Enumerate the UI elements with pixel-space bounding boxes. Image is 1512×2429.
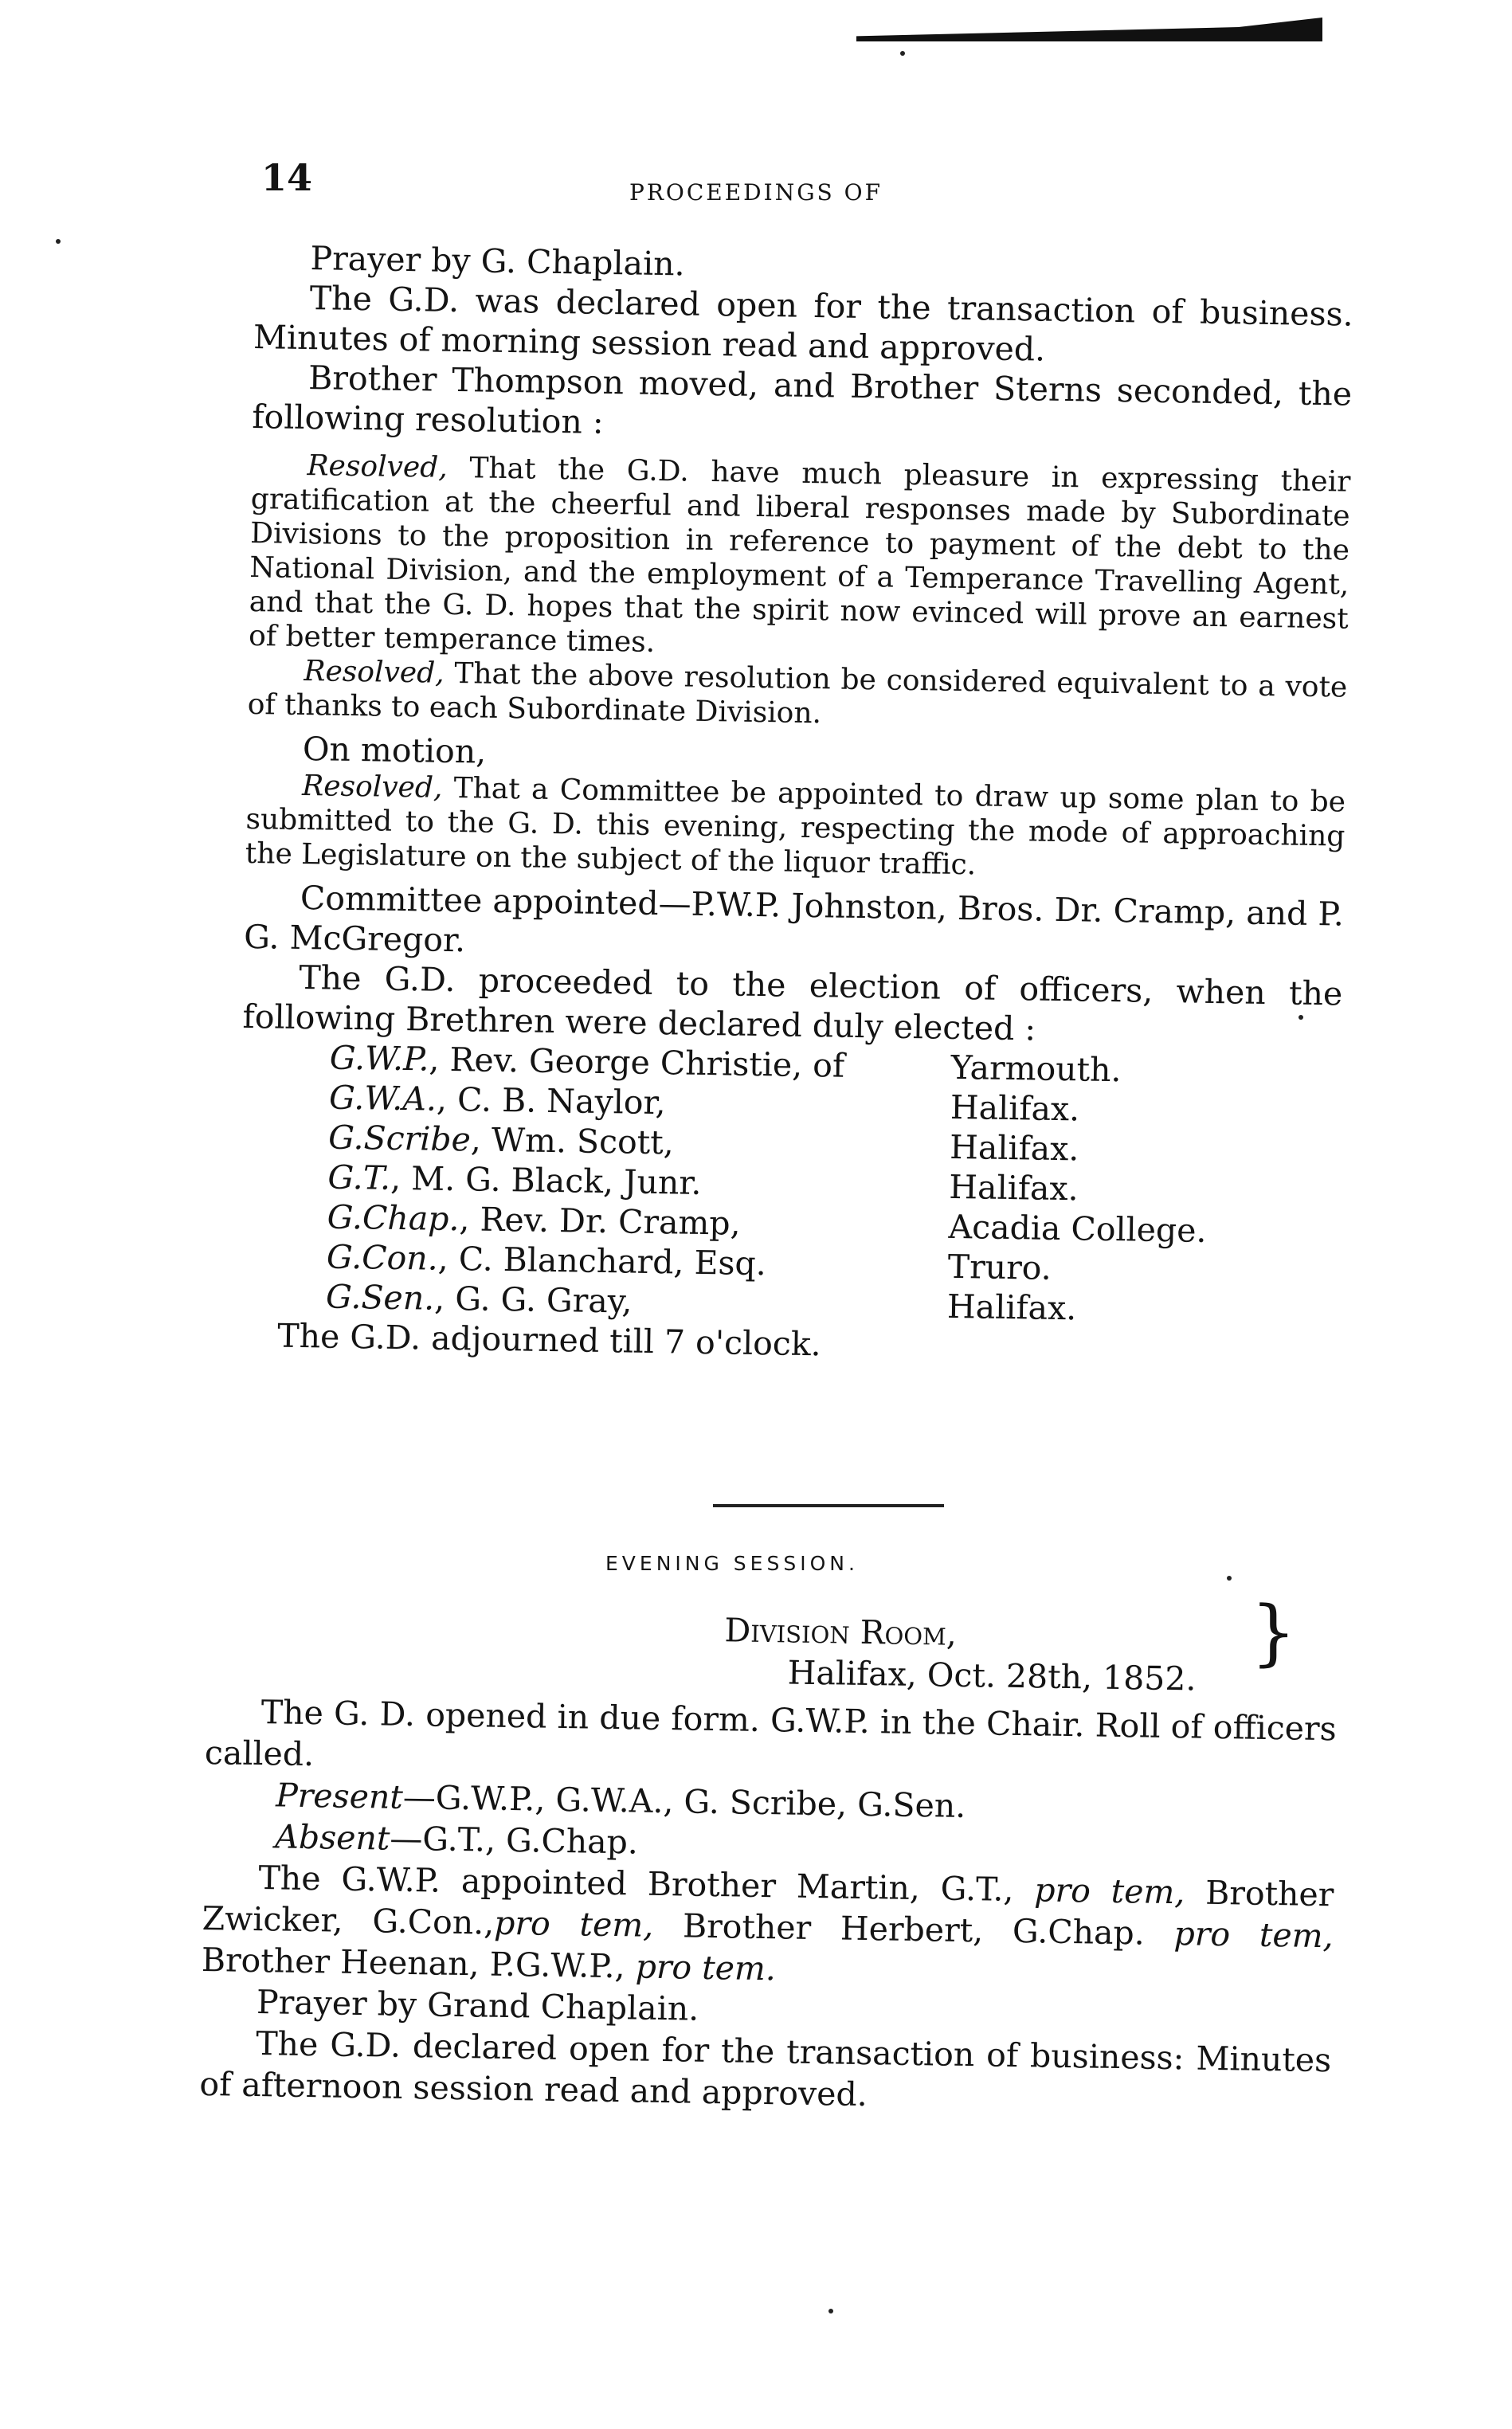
- ink-speck: [1227, 1576, 1232, 1581]
- resolution-2-text: That the above resolution be considered equivalent to a vote of thanks to each Subordinate Division.: [247, 657, 1348, 731]
- pro-tem-label: pro tem,: [1033, 1871, 1185, 1912]
- officer-place: Truro.: [947, 1247, 1052, 1287]
- pro-tem-label: pro tem,: [1173, 1914, 1334, 1956]
- running-head: PROCEEDINGS OF: [629, 179, 883, 206]
- officer-title: G.T.: [327, 1158, 391, 1197]
- paragraph-adjourn: The G.D. adjourned till 7 o'clock.: [276, 1316, 822, 1364]
- officer-name: , Wm. Scott,: [470, 1120, 675, 1162]
- appointment-text: Brother Herbert, G.Chap.: [652, 1906, 1174, 1953]
- evening-session-text: [199, 1601, 1338, 2122]
- dateline-room: Division Room,: [724, 1611, 958, 1653]
- absent-label: Absent: [274, 1817, 390, 1858]
- officers-list: [238, 1036, 1342, 1333]
- officer-name: , M. G. Black, Junr.: [390, 1158, 702, 1202]
- ink-speck: [56, 239, 61, 244]
- paragraph-open-evening: The G.D. declared open for the transaction of business: Minutes of afternoon session read and approved.: [199, 2024, 1332, 2114]
- section-title: EVENING SESSION.: [605, 1552, 859, 1575]
- paragraph-election: The G.D. proceeded to the election of officers, when the following Brethren were declared duly elected :: [242, 958, 1343, 1048]
- officer-title: G.W.P.: [329, 1038, 429, 1079]
- officer-title: G.Scribe: [327, 1118, 472, 1159]
- paragraph-opened: The G. D. opened in due form. G.W.P. in the Chair. Roll of officers called.: [204, 1693, 1338, 1774]
- dateline-place: Halifax, Oct. 28th, 1852.: [787, 1653, 1197, 1698]
- resolved-label: Resolved,: [307, 449, 449, 484]
- officer-title: G.Chap.: [327, 1197, 460, 1239]
- pro-tem-label: pro tem,: [493, 1903, 654, 1945]
- present-text: —G.W.P., G.W.A., G. Scribe, G.Sen.: [402, 1777, 966, 1825]
- ink-speck: [900, 51, 905, 56]
- officer-place: Halifax.: [950, 1087, 1080, 1129]
- officer-place: Yarmouth.: [950, 1048, 1122, 1090]
- officer-place: Acadia College.: [948, 1207, 1207, 1250]
- resolution-3: [245, 768, 1346, 888]
- resolution-1-text: That the G.D. have much pleasure in expressing their gratification at the cheerful and liberal responses made by Subordinate Divisions to the proposition in reference to payment of the debt to the National Division, and the employment of a Temperance Travelling Agent, and that the G. D. hopes that the spirit now evinced will prove an earnest of better temperance times.: [248, 452, 1351, 659]
- resolved-label: Resolved,: [301, 770, 443, 805]
- afternoon-session-text: [237, 237, 1354, 1373]
- officer-title: G.Sen.: [325, 1277, 435, 1318]
- officer-name: , Rev. Dr. Cramp,: [459, 1200, 742, 1243]
- top-printer-rule: [856, 18, 1322, 41]
- pro-tem-label: pro tem.: [635, 1947, 777, 1988]
- resolution-1: [249, 448, 1351, 671]
- officer-name: , C. B. Naylor,: [436, 1079, 667, 1122]
- ink-speck: [828, 2309, 833, 2313]
- appointment-text: Brother Heenan, P.G.W.P.,: [201, 1940, 637, 1986]
- paragraph-appointments: [202, 1856, 1334, 1998]
- paragraph-committee: Committee appointed—P.W.P. Johnston, Bros. Dr. Cramp, and P. G. McGregor.: [243, 879, 1345, 960]
- officer-name: , Rev. George Christie, of: [429, 1040, 845, 1085]
- officer-place: Halifax.: [949, 1127, 1079, 1169]
- officer-place: Halifax.: [946, 1287, 1077, 1328]
- dateline-brace: }: [1251, 1591, 1297, 1675]
- page-number: 14: [261, 156, 313, 199]
- officer-title: G.W.A.: [328, 1078, 437, 1119]
- appointment-text: The G.W.P. appointed Brother Martin, G.T.,: [258, 1859, 1035, 1910]
- appointment-text: Brother Zwicker, G.Con.,: [202, 1873, 1334, 1942]
- section-divider: [713, 1504, 944, 1507]
- paragraph-motion-intro: Brother Thompson moved, and Brother Sterns seconded, the following resolution :: [252, 358, 1353, 441]
- officer-name: , G. G. Gray,: [433, 1279, 633, 1321]
- present-label: Present: [275, 1776, 404, 1816]
- paragraph-on-motion: On motion,: [302, 730, 487, 771]
- absent-text: —G.T., G.Chap.: [390, 1819, 639, 1862]
- officer-place: Halifax.: [949, 1167, 1079, 1209]
- paragraph-prayer-evening: Prayer by Grand Chaplain.: [256, 1983, 699, 2028]
- officer-title: G.Con.: [326, 1237, 439, 1278]
- resolved-label: Resolved,: [304, 655, 445, 690]
- paragraph-opening: The G.D. was declared open for the transaction of business. Minutes of morning session read and approved.: [253, 279, 1354, 369]
- resolution-3-text: That a Committee be appointed to draw up some plan to be submitted to the G. D. this evening, respecting the mode of approaching the Legislature on the subject of the liquor traffic.: [245, 772, 1346, 882]
- paragraph-prayer: Prayer by G. Chaplain.: [310, 239, 685, 284]
- officer-name: , C. Blanchard, Esq.: [437, 1239, 767, 1283]
